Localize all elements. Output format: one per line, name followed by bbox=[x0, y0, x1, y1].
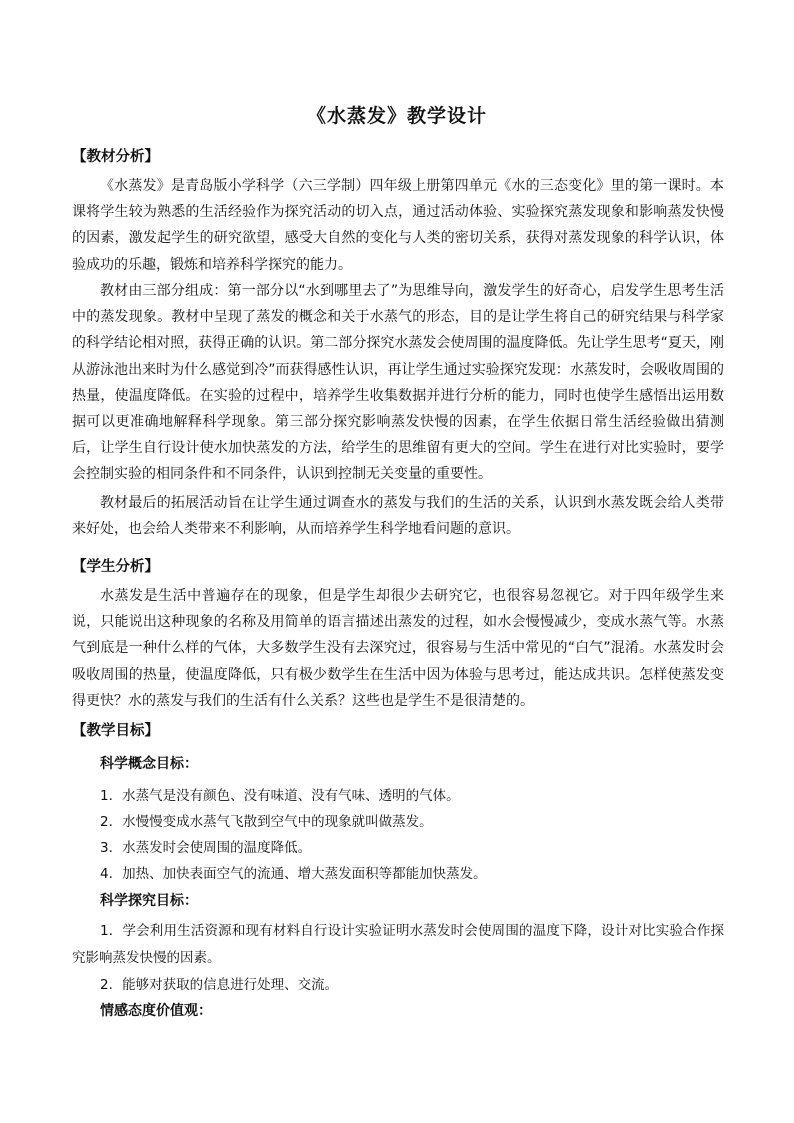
subheading-concept-goals: 科学概念目标： bbox=[100, 756, 198, 772]
concept-goal-item-4: 4．加热、加快表面空气的流通、增大蒸发面积等都能加快蒸发。 bbox=[100, 866, 487, 882]
document-title: 《水蒸发》教学设计 bbox=[306, 105, 487, 127]
section-heading-material: 【教材分析】 bbox=[72, 149, 159, 165]
concept-goal-item-1: 1．水蒸气是没有颜色、没有味道、没有气味、透明的气体。 bbox=[100, 788, 460, 804]
paragraph-material-1: 《水蒸发》是青岛版小学科学（六三学制）四年级上册第四单元《水的三态变化》里的第一课时。本课将学生较为熟悉的生活经验作为探究活动的切入点，通过活动体验、实验探究蒸发现象和影响蒸发快慢的因素，激发起学生的研究欲望，感受大自然的变化与人类的密切关系，获得对蒸发现象的科学认识，体验成功的乐趣，锻炼和培养科学探究的能力。 bbox=[72, 178, 724, 273]
concept-goal-item-3: 3．水蒸发时会使周围的温度降低。 bbox=[100, 840, 312, 856]
subheading-attitude-goals: 情感态度价值观： bbox=[100, 1003, 212, 1019]
section-heading-goals: 【教学目标】 bbox=[72, 723, 159, 739]
inquiry-goal-item-1: 1．学会利用生活资源和现有材料自行设计实验证明水蒸发时会使周围的温度下降，设计对比实验合作探究影响蒸发快慢的因素。 bbox=[72, 923, 724, 966]
subheading-inquiry-goals: 科学探究目标： bbox=[100, 893, 198, 909]
paragraph-students-1: 水蒸发是生活中普遍存在的现象，但是学生却很少去研究它，也很容易忽视它。对于四年级学生来说，只能说出这种现象的名称及用简单的语言描述出蒸发的过程，如水会慢慢减少，变成水蒸气等。水蒸气到底是一种什么样的气体，大多数学生没有去深究过，很容易与生活中常见的“白气”混淆。水蒸发时会吸收周围的热量，使温度降低，只有极少数学生在生活中因为体验与思考过，能达成共识。怎样使蒸发变得更快？水的蒸发与我们的生活有什么关系？这些也是学生不是很清楚的。 bbox=[72, 588, 724, 709]
section-heading-students: 【学生分析】 bbox=[72, 559, 159, 575]
concept-goal-item-2: 2．水慢慢变成水蒸气飞散到空气中的现象就叫做蒸发。 bbox=[100, 814, 433, 830]
paragraph-material-2: 教材由三部分组成：第一部分以“水到哪里去了”为思维导向，激发学生的好奇心，启发学生思考生活中的蒸发现象。教材中呈现了蒸发的概念和关于水蒸气的形态，目的是让学生将自己的研究结果与科学家的科学结论相对照，获得正确的认识。第二部分探究水蒸发会使周围的温度降低。先让学生思考“夏天，刚从游泳池出来时为什么感觉到冷”而获得感性认识，再让学生通过实验探究发现：水蒸发时，会吸收周围的热量，使温度降低。在实验的过程中，培养学生收集数据并进行分析的能力，同时也使学生感悟出运用数据可以更准确地解释科学现象。第三部分探究影响蒸发快慢的因素，在学生依据日常生活经验做出猜测后，让学生自行设计使水加快蒸发的方法，给学生的思维留有更大的空间。学生在进行对比实验时，要学会控制实验的相同条件和不同条件，认识到控制无关变量的重要性。 bbox=[72, 283, 724, 483]
inquiry-goal-item-2: 2．能够对获取的信息进行处理、交流。 bbox=[100, 977, 339, 993]
paragraph-material-3: 教材最后的拓展活动旨在让学生通过调查水的蒸发与我们的生活的关系，认识到水蒸发既会给人类带来好处，也会给人类带来不利影响，从而培养学生科学地看问题的意识。 bbox=[72, 495, 724, 538]
